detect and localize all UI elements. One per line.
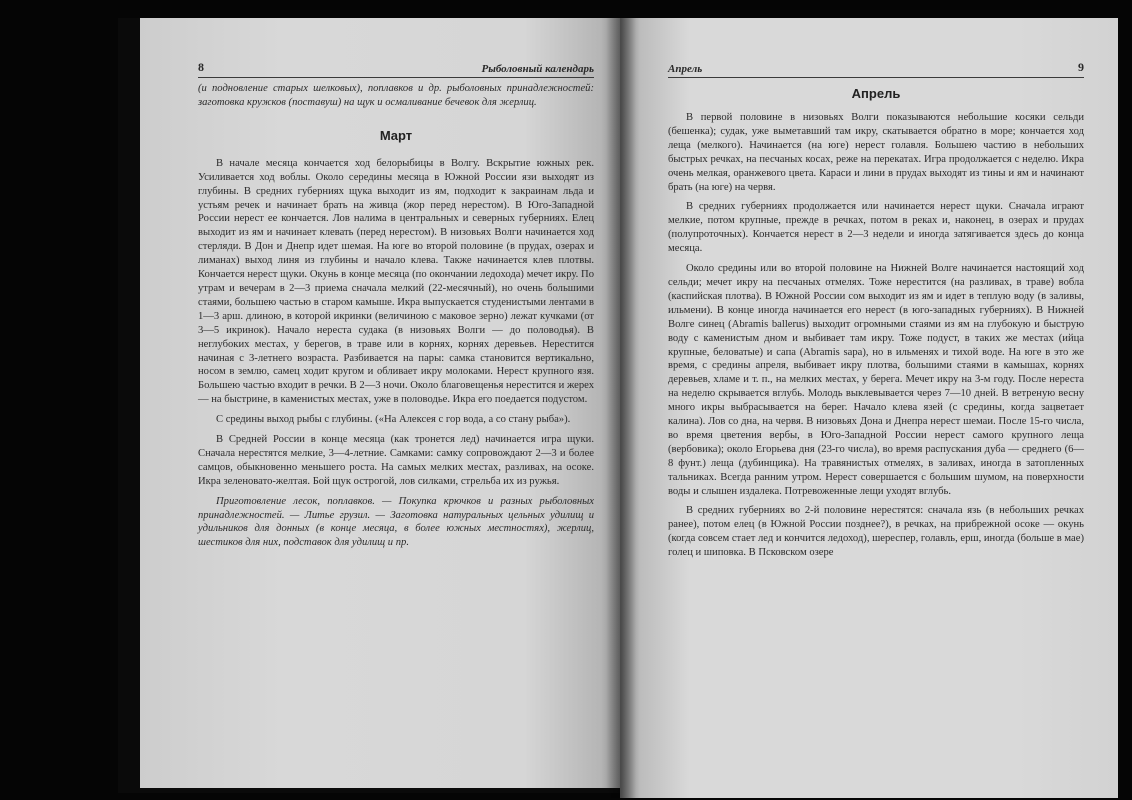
body-paragraph: В Средней России в конце месяца (как тронется лед) начинается игра щуки. Сначала нерестятся мелкие, 3—4-летние. Самками: самку сопровождают 2—3 и более самцов, обыкновенно меньшего роста. На самых мелких местах, разливах, на осоке. Икра зеленовато-желтая. Бой щук острогой, лов силками, стрельба их из ружья.: [198, 434, 594, 487]
chapter-title-march: Март: [379, 127, 413, 143]
closing-paragraph: Приготовление лесок, поплавков. — Покупка крючков и разных рыболовных принадлежностей. — Литье грузил. — Заготовка натуральных цельных удилищ и удильников для донных (в конце месяца, в более южных местностях), жерлиц, шестиков для них, подставок для удилищ и пр.: [198, 495, 594, 549]
book-spread: [118, 18, 1118, 793]
running-header-left: [198, 60, 594, 78]
body-paragraph: В средних губерниях продолжается или начинается нерест щуки. Сначала играют мелкие, потом крупные, прежде в речках, потом в реках и, наконец, в озерах и прудах (полупроточных). Кончается нерест в 2—3 недели и иногда затягивается здесь до конца месяца.: [668, 201, 1084, 255]
right-page: [620, 18, 1118, 798]
intro-paragraph: (и подновление старых шелковых), поплавков и др. рыболовных принадлежностей: заготовка кружков (поставуш) на щук и осмаливание бечевок для жерлиц.: [198, 83, 594, 108]
running-header-right: [668, 60, 1084, 78]
running-title-right: Апрель: [668, 63, 703, 75]
body-paragraph: В первой половине в низовьях Волги показываются небольшие косяки сельди (бешенка); судак, уже выметавший там икру, скатывается обратно в море; кончается ход леща (мелкого). Начинается (на юге) нерест голавля. Большею частию в небольших быстрых речках, на песчаных косах, реже на перекатах. Игра продолжается с неделю. Икра очень мелкая, оранжевого цвета. Караси и лини в прудах выходят из тины и ям и начинают брать (на юге) на червя.: [668, 112, 1084, 193]
body-paragraph: Около средины или во второй половине на Нижней Волге начинается настоящий ход сельди; мечет икру на песчаных отмелях. Тоже нерестится (на разливах, в траве) вобла (каспийская плотва). В Южной России сом выходит из ям и идет в теплую воду (в заливы, ильмени). В конце иногда начинается его нерест (в юго-западных губерниях). В Нижней Волге синец (Abramis ballerus) выходит огромными стаями из ям на глубокую и быструю воду с каменистым дном и выбивает там икру. Тоже подуст, в таких же местах (ийца крупные, беловатые) и сапа (Abramis sapa), но в ильменях и тихой воде. На юге в это же время, с средины апреля, выбивает икру плотва, большими стаями в камышах, корнях деревьев, хламе и т. п., на мелких местах, у берега. Мечет икру на 3-м году. После нереста на неделю скрывается вглубь. Молодь выклевывается через 7—10 дней. В ветреную весну много икры выбрасывается на берег. Начало клева язей (с средины, когда зацветает калина). Лов со дна, на червя. В низовьях Дона и Днепра нерест шемаи. После 15-го числа, во время цветения вербы, в Юго-Западной России нерест самого крупного леща (вербовика); около Егорьева дня (23-го числа), во время распускания дуба — среднего (6—8 фунт.) леща (дубинщика). На травянистых отмелях, в заливах, иногда в затопленных тальниках. Всегда ранним утром. Нерест совершается с большим шумом, на поверхности воды и слышен издалека. Потревоженные лещи уходят вглубь.: [668, 263, 1084, 497]
left-page: [140, 18, 620, 788]
page-number-left: 8: [198, 60, 204, 74]
running-title-left: Рыболовный календарь: [481, 63, 594, 75]
body-paragraph: В средних губерниях во 2-й половине нерестятся: сначала язь (в небольших речках ранее), потом елец (в Южной России позднее?), в речках, на прибрежной осоке — окунь (когда совсем стает лед и кончится ледоход), шереспер, голавль, ерш, иногда (больше в мае) голец и шиповка. В Псковском озере: [668, 505, 1084, 559]
page-number-right: 9: [1078, 60, 1084, 74]
chapter-title-april: Апрель: [851, 86, 901, 101]
body-paragraph: С средины выход рыбы с глубины. («На Алексея с гор вода, а со стану рыба»).: [216, 414, 571, 426]
body-paragraph: В начале месяца кончается ход белорыбицы в Волгу. Вскрытие южных рек. Усиливается ход воблы. Около середины месяца в Южной России язи выходят из глубины. В средних губерниях щука выходит из ям, подходит к закраинам льда и устьям речек и начинает брать на живца (жор перед нерестом). В Юго-Западной России нерест ее кончается. Лов налима в центральных и северных губерниях. Елец выходит из ям и начинает клевать (перед нерестом). В низовьях Волги начинается ход стерляди. В Дон и Днепр идет шемая. На юге во второй половине (в прудах, озерах и лиманах) выход линя из глубины и начало клева. Также начинается клев плотвы. Кончается нерест щуки. Окунь в конце месяца (по окончании ледохода) мечет икру. По утрам и вечерам в 2—3 приема сначала мелкий (22-месячный), но очень большими стаями, большею частью в старом камыше. Икра выпускается студенистыми лентами в 1—3 арш. длиною, в которой икринки (величиною с маковое зерно) лежат кучками (от 3—5 икринок). Начало нереста судака (в низовьях Волги — до половодья). В неглубоких местах, у берегов, в траве или в корнях, корнях деревьев. Нерестится начиная с 3-летнего возраста. Разбивается на пары: самка становится вертикально, носом в землю, самец ходит кругом и обливает икру молоками. Нерест крупного язя. Большею частью входит в речки. В 2—3 ночи. Около благовещенья нерестится и жерех — на быстрине, в каменистых местах, уже в половодье. Икра его поедается подустом.: [198, 157, 594, 406]
